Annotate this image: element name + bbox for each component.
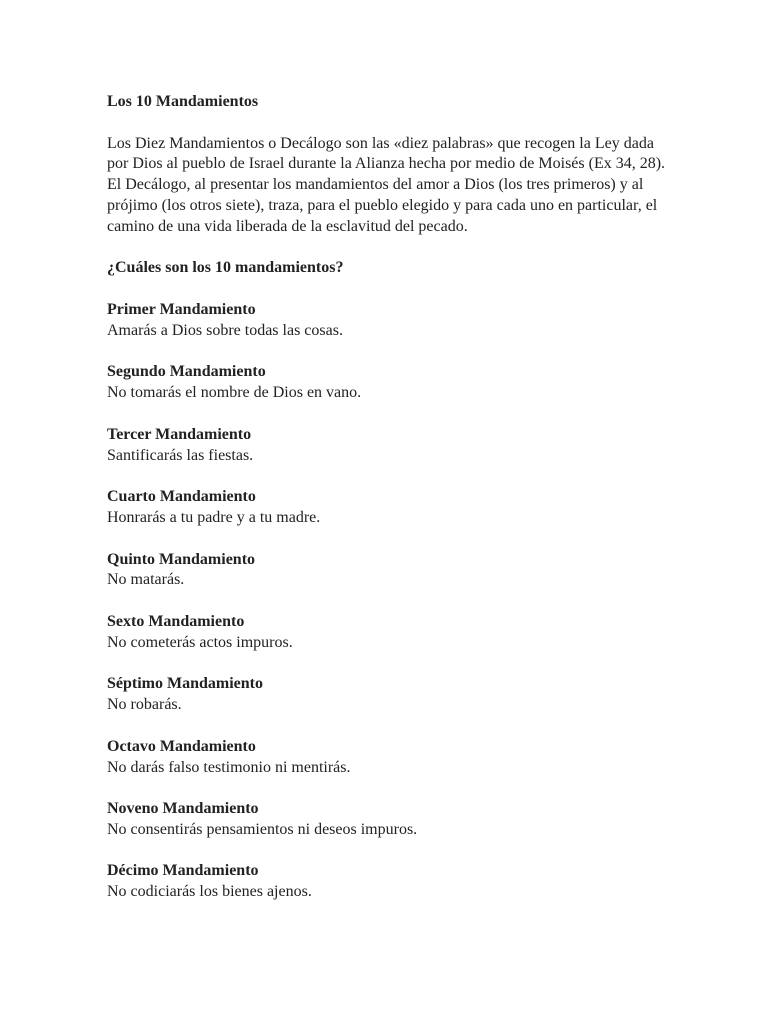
- commandment-3: [107, 425, 667, 467]
- commandment-text: No cometerás actos impuros.: [107, 633, 293, 651]
- commandment-4: [107, 487, 667, 529]
- commandment-2: [107, 362, 667, 404]
- commandment-title: Segundo Mandamiento: [107, 363, 266, 381]
- commandment-text: No tomarás el nombre de Dios en vano.: [107, 384, 362, 402]
- commandment-title: Décimo Mandamiento: [107, 862, 259, 880]
- commandment-8: [107, 737, 667, 779]
- section-heading: ¿Cuáles son los 10 mandamientos?: [107, 259, 344, 277]
- commandment-text: Honrarás a tu padre y a tu madre.: [107, 508, 321, 526]
- commandment-title: Sexto Mandamiento: [107, 612, 245, 630]
- document-page: [107, 92, 667, 903]
- intro-paragraph: Los Diez Mandamientos o Decálogo son las «diez palabras» que recogen la Ley dada por Dios al pueblo de Israel durante la Alianza hecha por medio de Moisés (Ex 34, 28). El Decálogo, al presentar los mandamientos del amor a Dios (los tres primeros) y al prójimo (los otros siete), traza, para el pueblo elegido y para cada uno en particular, el camino de una vida liberada de la esclavitud del pecado.: [107, 134, 666, 235]
- commandment-title: Cuarto Mandamiento: [107, 488, 256, 506]
- commandment-5: [107, 550, 667, 592]
- document-title: Los 10 Mandamientos: [107, 93, 259, 110]
- commandment-title: Séptimo Mandamiento: [107, 675, 263, 693]
- commandment-text: Amarás a Dios sobre todas las cosas.: [107, 321, 343, 339]
- commandment-text: No darás falso testimonio ni mentirás.: [107, 758, 351, 776]
- commandment-9: [107, 799, 667, 841]
- commandment-text: No robarás.: [107, 696, 182, 714]
- commandment-text: No consentirás pensamientos ni deseos impuros.: [107, 820, 418, 838]
- commandment-10: [107, 861, 667, 903]
- commandment-7: [107, 674, 667, 716]
- commandment-text: No codiciarás los bienes ajenos.: [107, 883, 312, 901]
- commandment-title: Primer Mandamiento: [107, 300, 256, 318]
- commandment-6: [107, 612, 667, 654]
- commandment-text: Santificarás las fiestas.: [107, 446, 254, 464]
- commandment-title: Noveno Mandamiento: [107, 800, 259, 818]
- commandment-title: Quinto Mandamiento: [107, 550, 256, 568]
- commandment-title: Tercer Mandamiento: [107, 425, 252, 443]
- commandment-text: No matarás.: [107, 571, 185, 589]
- commandment-title: Octavo Mandamiento: [107, 737, 256, 755]
- commandment-1: [107, 300, 667, 342]
